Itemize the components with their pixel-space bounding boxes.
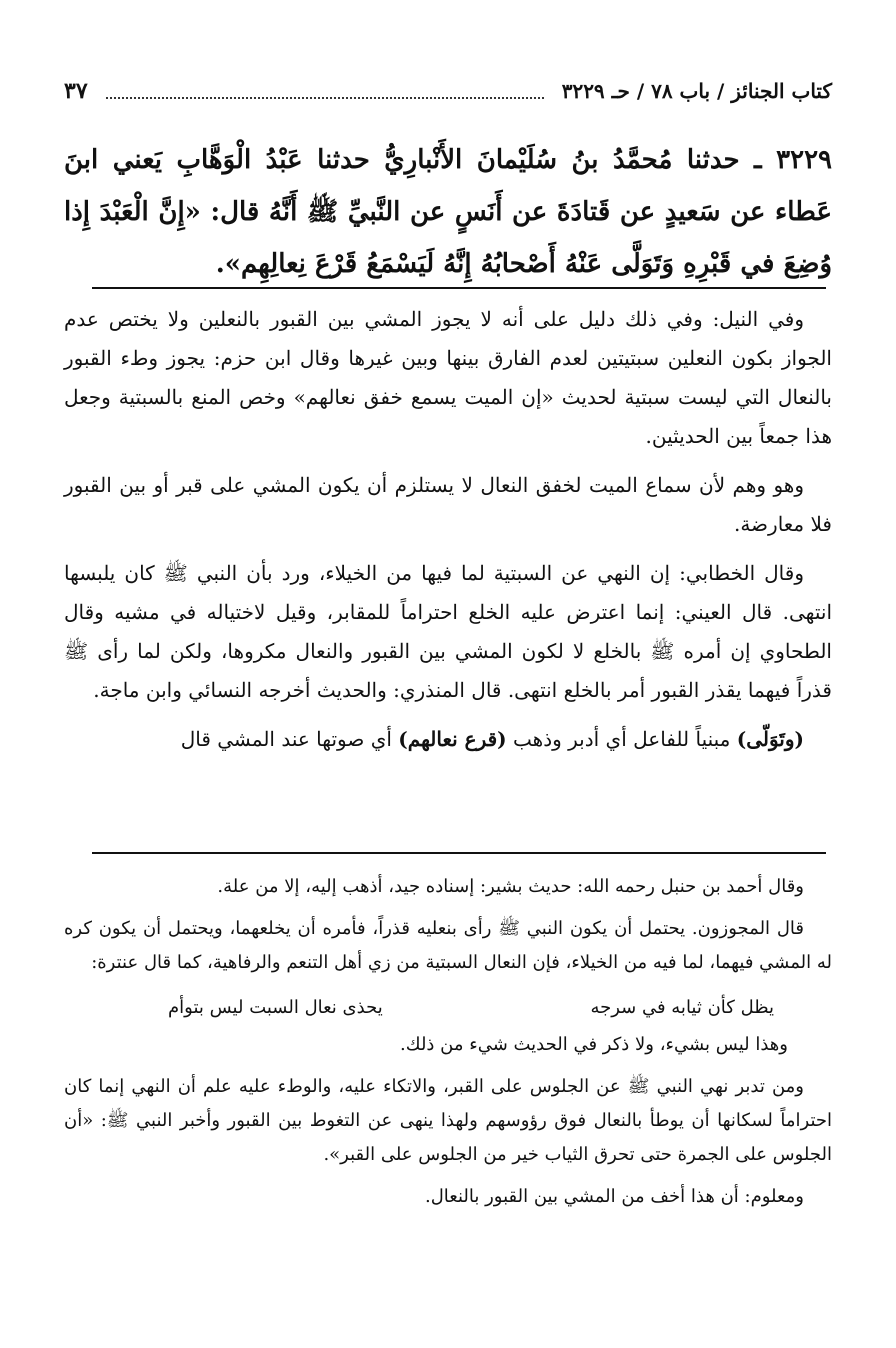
hadith-text-block: [64, 134, 832, 290]
hadith-number: ٣٢٢٩ ـ: [754, 145, 832, 175]
running-header: [64, 74, 832, 108]
verse-second-hemistich: يحذى نعال السبت ليس بتوأم: [168, 997, 383, 1018]
footnotes-block: [64, 870, 832, 1222]
verse-first-hemistich: يظل كأن ثيابه في سرجه: [590, 997, 774, 1018]
page-number: ٣٧: [64, 78, 88, 104]
commentary-paragraph: وقال الخطابي: إن النهي عن السبتية لما فيها من الخيلاء، ورد بأن النبي ﷺ كان يلبسها انتهى. قال العيني: إنما اعترض عليه الخلع احتراماً للمقابر، وقيل لاختياله في مشيه وقال الطحاوي إن أمره ﷺ بالخلع لا لكون المشي بين القبور والنعال مكروها، ولكن لما رأى ﷺ قذراً فيهما يقذر القبور أمر بالخلع انتهى. قال المنذري: والحديث أخرجه النسائي وابن ماجة.: [64, 561, 832, 702]
commentary-block: [64, 300, 832, 769]
leader-dots: [106, 83, 544, 99]
footnote-paragraph: وقال أحمد بن حنبل رحمه الله: حديث بشير: إسناده جيد، أذهب إليه، إلا من علة.: [217, 876, 804, 897]
gloss-term: (وتَوَلّى): [736, 727, 804, 751]
footnote-paragraph: ومن تدبر نهي النبي ﷺ عن الجلوس على القبر، والاتكاء عليه، والوطء عليه علم أن النهي إنما كان احتراماً لسكانها أن يوطأ بالنعال فوق رؤوسهم ولهذا ينهى عن التغوط بين القبور وأخبر النبي ﷺ: «أن الجلوس على الجمرة حتى تحرق الثياب خير من الجلوس على القبر».: [64, 1076, 832, 1165]
footnote-paragraph: وهذا ليس بشيء، ولا ذكر في الحديث شيء من ذلك.: [400, 1034, 788, 1055]
poetry-verse: [64, 988, 832, 1028]
footnote-paragraph: قال المجوزون. يحتمل أن يكون النبي ﷺ رأى بنعليه قذراً، فأمره أن يخلعهما، ويحتمل أن يكون كره له المشي فيهما، لما فيه من الخيلاء، فإن النعال السبتية من زي أهل التنعم والرفاهية، كما قال عنترة:: [64, 918, 832, 973]
gloss-text: مبنياً للفاعل أي أدبر وذهب: [506, 727, 737, 751]
separator-rule-top: [92, 287, 826, 289]
commentary-paragraph: وهو وهم لأن سماع الميت لخفق النعال لا يستلزم أن يكون المشي على قبر أو بين القبور فلا معارضة.: [64, 473, 832, 536]
hadith-text: حدثنا مُحمَّدُ بنُ سُلَيْمانَ الأَنْبارِيُّ حدثنا عَبْدُ الْوَهَّابِ يَعني ابنَ عَطاء عن سَعيدٍ عن قَتادَةَ عن أَنَسٍ عن النَّبيِّ ﷺ أَنَّهُ قال: «إِنَّ الْعَبْدَ إِذا وُضِعَ في قَبْرِهِ وَتَوَلَّى عَنْهُ أَصْحابُهُ إِنَّهُ لَيَسْمَعُ قَرْعَ نِعالِهِم».: [64, 145, 832, 279]
gloss-text: أي صوتها عند المشي قال: [180, 727, 399, 751]
separator-rule-bottom: [92, 852, 826, 854]
gloss-term: (قرع نعالهم): [398, 727, 507, 751]
commentary-paragraph: [64, 720, 832, 759]
commentary-paragraph: وفي النيل: وفي ذلك دليل على أنه لا يجوز المشي بين القبور بالنعلين ولا يختص عدم الجواز بكون النعلين سبتيتين لعدم الفارق بينها وبين غيرها وقال ابن حزم: يجوز وطء القبور بالنعال التي ليست سبتية لحديث «إن الميت يسمع خفق نعالهم» وخص المنع بالسبتية وجعل هذا جمعاً بين الحديثين.: [64, 307, 832, 448]
footnote-paragraph: ومعلوم: أن هذا أخف من المشي بين القبور بالنعال.: [424, 1186, 804, 1207]
running-title: كتاب الجنائز / باب ٧٨ / حـ ٣٢٢٩: [561, 79, 832, 103]
